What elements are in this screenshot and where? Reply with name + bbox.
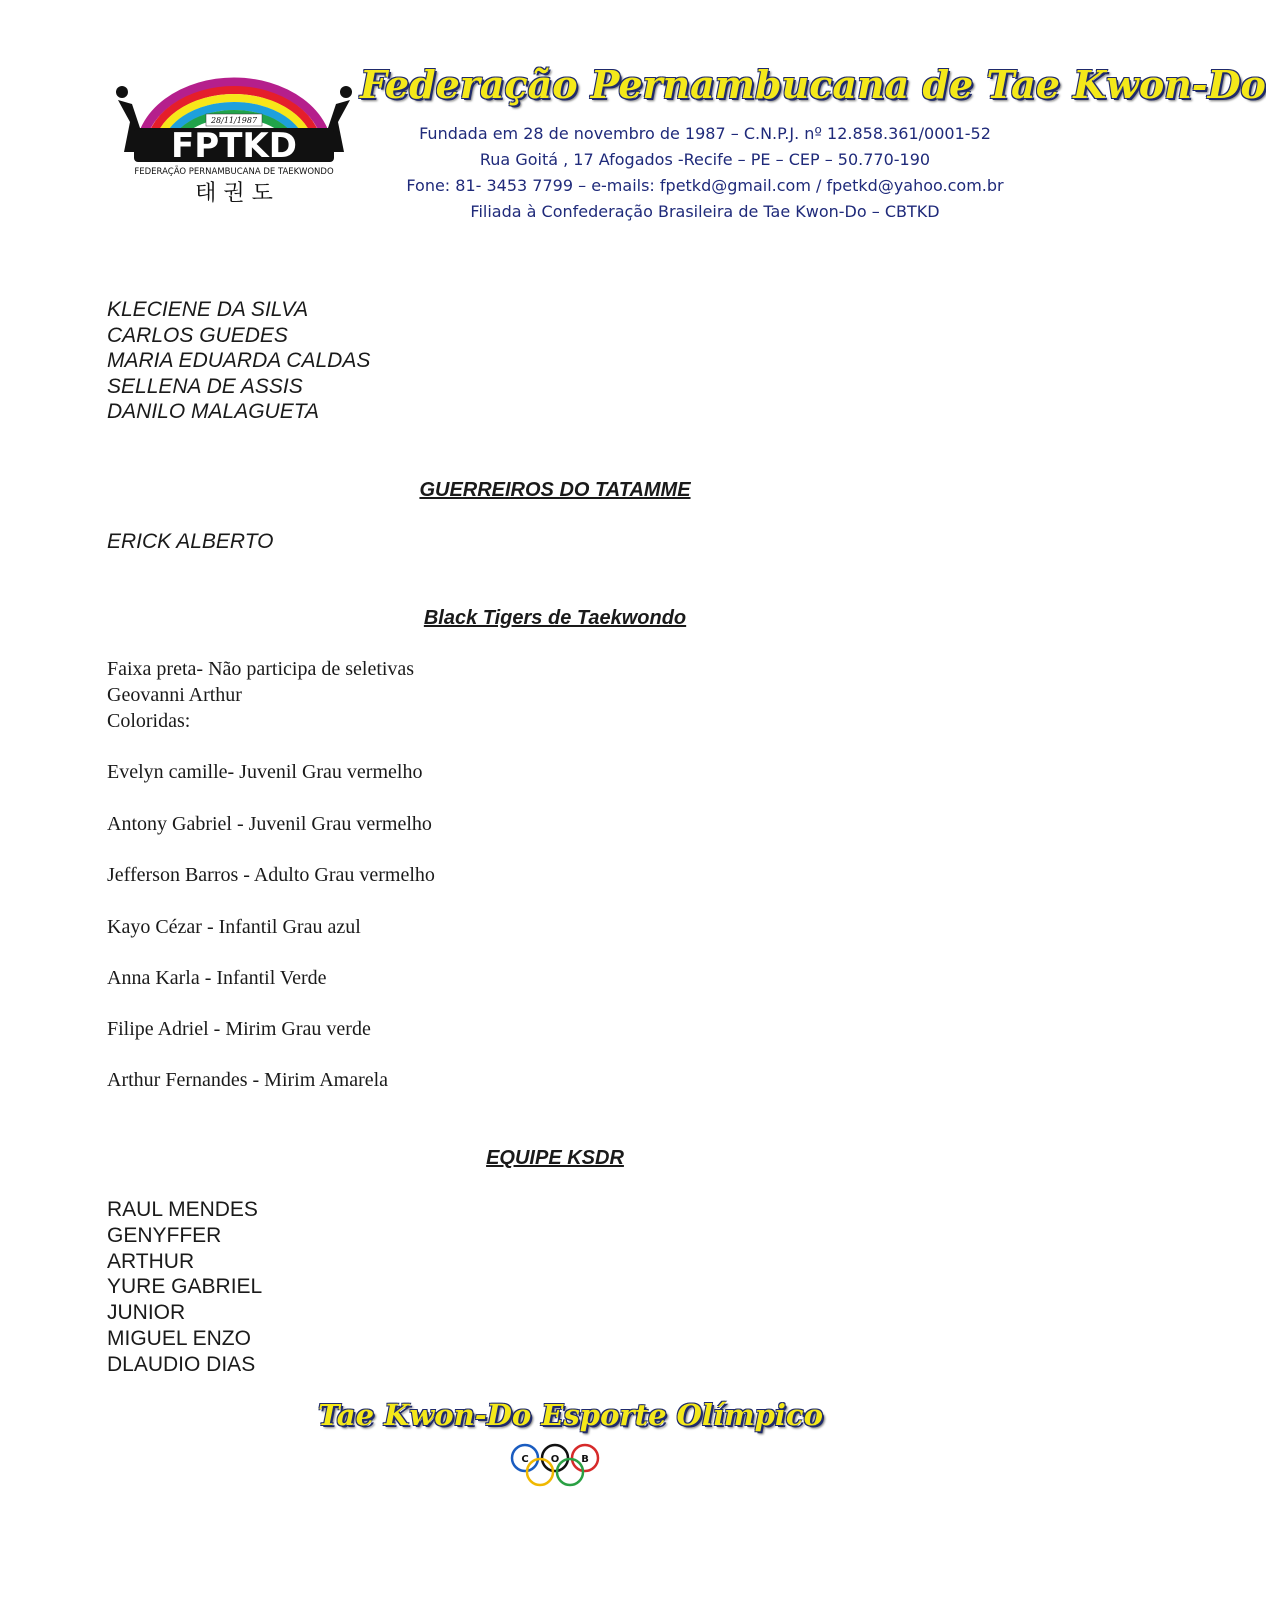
federation-title: Federação Pernambucana de Tae Kwon-Do bbox=[360, 62, 1266, 107]
list-item: MARIA EDUARDA CALDAS bbox=[107, 349, 371, 373]
list-item: DANILO MALAGUETA bbox=[107, 400, 319, 424]
guerreiros-list bbox=[107, 529, 274, 555]
header-address-line: Rua Goitá , 17 Afogados -Recife – PE – CEP – 50.770-190 bbox=[479, 150, 931, 169]
header-foundation-line: Fundada em 28 de novembro de 1987 – C.N.P.J. nº 12.858.361/0001-52 bbox=[419, 124, 991, 143]
ring-letter: O bbox=[550, 1454, 560, 1465]
list-item: ARTHUR bbox=[107, 1249, 195, 1273]
list-item: Geovanni Arthur bbox=[107, 684, 242, 706]
olympic-rings-icon bbox=[505, 1442, 605, 1490]
list-item: MIGUEL ENZO bbox=[107, 1326, 251, 1350]
list-item: SELLENA DE ASSIS bbox=[107, 374, 303, 398]
section-heading-guerreiros: GUERREIROS DO TATAMME bbox=[419, 479, 691, 501]
section-heading-black-tigers: Black Tigers de Taekwondo bbox=[423, 607, 687, 629]
ring-letter: B bbox=[581, 1454, 589, 1465]
logo-korean: 태 권 도 bbox=[195, 181, 273, 206]
list-item: Jefferson Barros - Adulto Grau vermelho bbox=[107, 864, 435, 886]
list-item: JUNIOR bbox=[107, 1301, 186, 1325]
list-item: Antony Gabriel - Juvenil Grau vermelho bbox=[107, 813, 432, 835]
list-item: CARLOS GUEDES bbox=[107, 323, 288, 347]
list-item: Coloridas: bbox=[107, 710, 191, 732]
top-names-list bbox=[107, 297, 370, 425]
fptkd-logo bbox=[112, 74, 356, 210]
list-item: RAUL MENDES bbox=[107, 1198, 258, 1221]
list-item: Faixa preta- Não participa de seletivas bbox=[107, 658, 415, 680]
list-item: GENYFFER bbox=[107, 1223, 222, 1247]
logo-subtitle: FEDERAÇÃO PERNAMBUCANA DE TAEKWONDO bbox=[134, 167, 334, 177]
header-contact-line: Fone: 81- 3453 7799 – e-mails: fpetkd@gmail.com / fpetkd@yahoo.com.br bbox=[406, 176, 1004, 195]
list-item: Evelyn camille- Juvenil Grau vermelho bbox=[107, 761, 423, 783]
list-item: Arthur Fernandes - Mirim Amarela bbox=[107, 1069, 389, 1091]
footer-slogan: Tae Kwon-Do Esporte Olímpico bbox=[318, 1398, 823, 1432]
logo-acronym: FPTKD bbox=[171, 126, 297, 166]
ring-letter: C bbox=[521, 1454, 529, 1465]
list-item: Anna Karla - Infantil Verde bbox=[107, 967, 327, 989]
list-item: YURE GABRIEL bbox=[107, 1275, 263, 1299]
list-item: KLECIENE DA SILVA bbox=[107, 298, 309, 321]
list-item: ERICK ALBERTO bbox=[107, 530, 274, 553]
header-affiliation-line: Filiada à Confederação Brasileira de Tae Kwon-Do – CBTKD bbox=[470, 202, 940, 221]
section-heading-ksdr: EQUIPE KSDR bbox=[486, 1147, 624, 1169]
list-item: Kayo Cézar - Infantil Grau azul bbox=[107, 916, 361, 938]
list-item: DLAUDIO DIAS bbox=[107, 1352, 256, 1376]
logo-date: 28/11/1987 bbox=[210, 116, 258, 125]
ksdr-list bbox=[107, 1197, 262, 1378]
list-item: Filipe Adriel - Mirim Grau verde bbox=[107, 1018, 371, 1040]
